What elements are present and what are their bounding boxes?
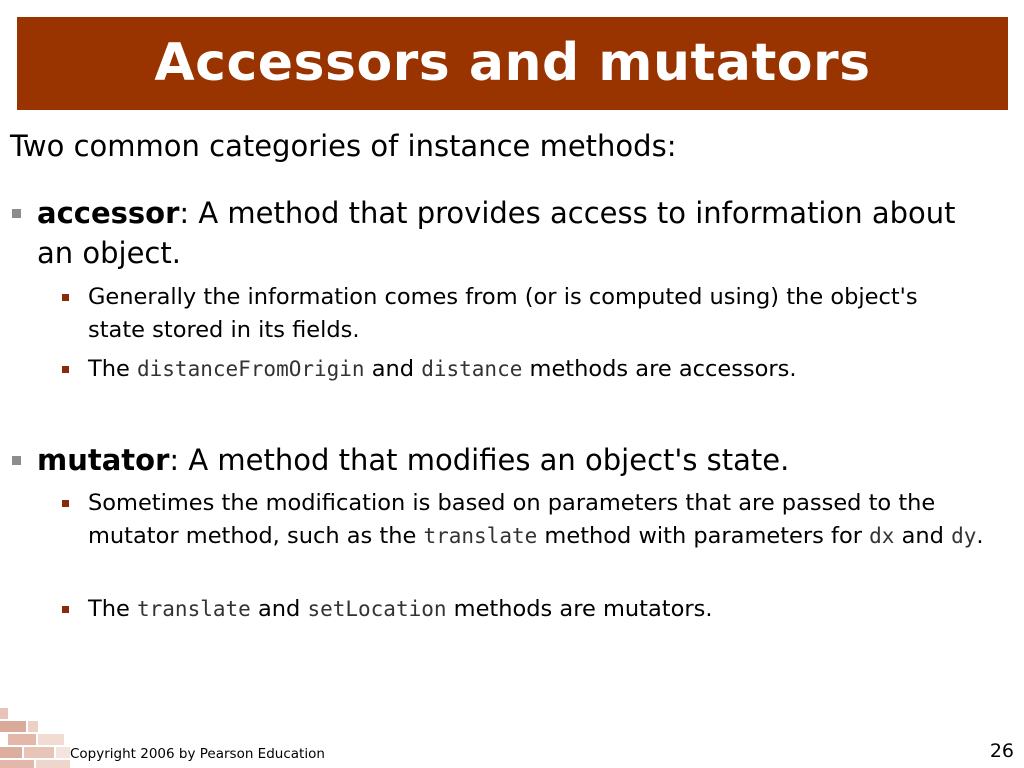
bullet-square-icon: [12, 209, 21, 218]
code-translate: translate: [423, 524, 538, 548]
title-bar: [17, 17, 1008, 110]
slide-title: Accessors and mutators: [154, 32, 871, 93]
bullet-accessor: [37, 193, 997, 273]
code-distance: distance: [421, 357, 523, 381]
mutator-sub-1-part3: and: [894, 523, 952, 549]
copyright-text: Copyright 2006 by Pearson Education: [70, 746, 325, 762]
mutator-sub-1: [88, 487, 998, 553]
bullet-square-icon: [62, 294, 69, 301]
code-dy: dy: [951, 524, 977, 548]
code-distanceFromOrigin: distanceFromOrigin: [137, 357, 365, 381]
mutator-sub-2-suffix: methods are mutators.: [446, 596, 713, 622]
intro-text: Two common categories of instance methods:: [10, 129, 677, 163]
mutator-sub-1-part1: Sometimes the modification is based on parameters that are passed to the mutator method, such as the: [88, 490, 936, 549]
code-dx: dx: [869, 524, 895, 548]
mutator-sub-2: [88, 593, 1013, 626]
accessor-sub-1: [88, 281, 978, 347]
bullet-mutator: [37, 440, 997, 480]
page-number: 26: [989, 740, 1014, 762]
accessor-definition: : A method that provides access to information about an object.: [37, 196, 956, 270]
brick-decoration-icon: [0, 704, 70, 768]
mutator-sub-1-part4: .: [976, 523, 984, 549]
mutator-definition: : A method that modifies an object's state.: [169, 443, 790, 477]
accessor-sub-1-text: Generally the information comes from (or is computed using) the object's state stored in its fields.: [88, 284, 918, 343]
bullet-square-icon: [12, 456, 21, 465]
code-setLocation: setLocation: [307, 597, 447, 621]
bullet-square-icon: [62, 606, 69, 613]
mutator-term: mutator: [37, 443, 170, 477]
accessor-term: accessor: [37, 196, 180, 230]
accessor-sub-2-suffix: methods are accessors.: [522, 356, 797, 382]
accessor-sub-2: [88, 353, 1013, 386]
bullet-square-icon: [62, 366, 69, 373]
accessor-sub-2-middle: and: [364, 356, 422, 382]
code-translate: translate: [137, 597, 251, 621]
mutator-sub-1-part2: method with parameters for: [537, 523, 870, 549]
mutator-sub-2-middle: and: [250, 596, 308, 622]
accessor-sub-2-prefix: The: [88, 356, 137, 382]
mutator-sub-2-prefix: The: [88, 596, 137, 622]
bullet-square-icon: [62, 500, 69, 507]
